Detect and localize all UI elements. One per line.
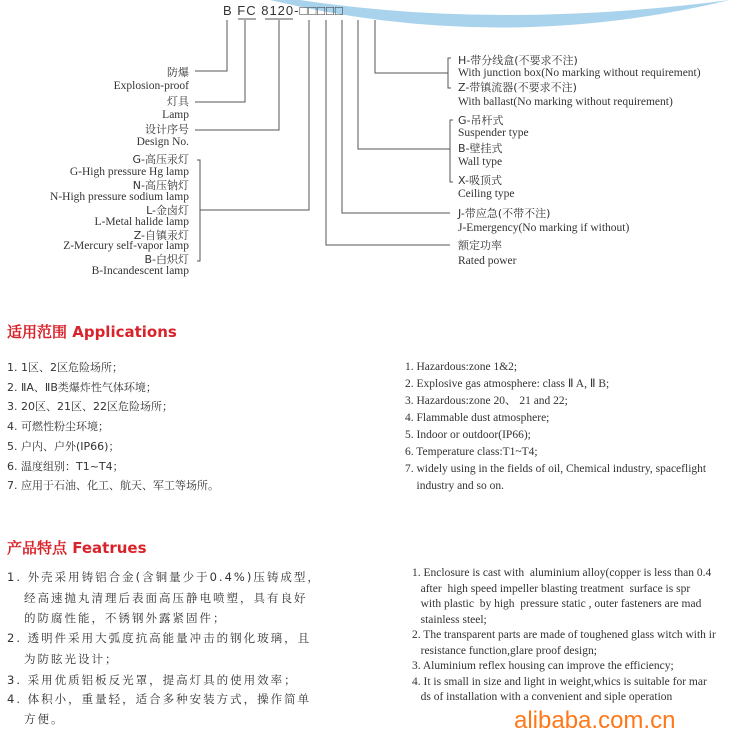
application-item-en: 4. Flammable dust atmosphere; [405, 412, 550, 424]
left-label-en: Design No. [136, 136, 189, 148]
feature-item-zh: 的防腐性能，不锈钢外露紧固件； [7, 611, 227, 625]
feature-item-en: 3. Aluminium reflex housing can improve the efficiency; [412, 660, 674, 672]
right-label-en: Wall type [458, 156, 503, 168]
feature-item-zh: 3. 采用优质铝板反光罩，提高灯具的使用效率； [7, 673, 298, 687]
applications-heading: 适用范围 Applications [7, 323, 177, 341]
application-item-zh: 4. 可燃性粉尘环境； [7, 420, 109, 434]
left-label-zh: L-金卤灯 [146, 204, 189, 217]
feature-item-zh: 1. 外壳采用铸铝合金(含铜量少于0.4%)压铸成型， [7, 570, 321, 584]
right-label-en: With ballast(No marking without requirement) [458, 96, 673, 108]
application-item-en: industry and so on. [405, 480, 505, 492]
application-item-zh: 2. ⅡA、ⅡB类爆炸性气体环境； [7, 380, 157, 394]
right-label-zh: H-带分线盒(不要求不注) [458, 54, 578, 67]
application-item-en: 6. Temperature class:T1~T4; [405, 446, 538, 458]
left-label-zh: N-高压钠灯 [132, 179, 189, 192]
left-label-en: Explosion-proof [113, 80, 189, 92]
application-item-en: 5. Indoor or outdoor(IP66); [405, 429, 531, 441]
application-item-zh: 3. 20区、21区、22区危险场所； [7, 400, 173, 414]
feature-item-en: ds of installation with a convenient and siple operation [412, 691, 673, 703]
left-label-en: N-High pressure sodium lamp [50, 191, 189, 203]
left-label-en: L-Metal halide lamp [94, 216, 189, 228]
right-label-zh: X-吸顶式 [458, 174, 502, 187]
application-item-en: 3. Hazardous:zone 20、 21 and 22; [405, 395, 568, 407]
feature-item-en: stainless steel; [412, 613, 487, 626]
feature-item-zh: 方便。 [7, 712, 65, 726]
features-heading: 产品特点 Featrues [7, 539, 147, 557]
left-label-zh: 防爆 [167, 66, 189, 79]
left-label-en: G-High pressure Hg lamp [69, 166, 189, 178]
right-label-zh: Z-带镇流器(不要求不注) [458, 81, 577, 94]
feature-item-zh: 经高速抛丸清理后表面高压静电喷塑，具有良好 [7, 591, 308, 605]
application-item-zh: 6. 温度组别：T1~T4； [7, 459, 124, 473]
feature-item-en: 2. The transparent parts are made of toughened glass witch with ir [412, 629, 716, 641]
right-label-en: J-Emergency(No marking if without) [458, 222, 630, 234]
left-label-en: Z-Mercury self-vapor lamp [63, 240, 189, 252]
application-item-zh: 7. 应用于石油、化工、航天、军工等场所。 [7, 479, 219, 493]
left-label-zh: B-白炽灯 [144, 253, 189, 266]
feature-item-zh: 为防眩光设计； [7, 652, 119, 666]
feature-item-en: with plastic by high pressure static , outer fasteners are mad [412, 598, 702, 610]
right-label-zh: 额定功率 [458, 239, 502, 252]
feature-item-en: 4. It is small in size and light in weight,whics is suitable for mar [412, 675, 707, 688]
feature-item-en: after high speed impeller blasting treatment surface is spr [412, 582, 691, 595]
watermark: alibaba.com.cn [514, 707, 676, 734]
right-label-en: With junction box(No marking without requirement) [458, 67, 701, 79]
feature-item-en: 1. Enclosure is cast with aluminium alloy(copper is less than 0.4 [412, 567, 712, 579]
feature-item-zh: 2. 透明件采用大弧度抗高能量冲击的钢化玻璃，且 [7, 631, 312, 645]
left-label-zh: 设计序号 [145, 123, 189, 136]
left-label-en: Lamp [162, 109, 189, 121]
right-label-zh: B-壁挂式 [458, 142, 503, 155]
application-item-zh: 1. 1区、2区危险场所； [7, 361, 123, 374]
left-label-zh: Z-自镇汞灯 [133, 229, 189, 242]
feature-item-en: resistance function,glare proof design; [412, 644, 597, 657]
left-label-zh: 灯具 [167, 95, 189, 108]
application-item-en: 1. Hazardous:zone 1&2; [405, 361, 518, 373]
application-item-en: 2. Explosive gas atmosphere: class Ⅱ A, Ⅱ B; [405, 378, 610, 390]
right-label-en: Suspender type [458, 127, 529, 139]
right-label-zh: J-带应急(不带不注) [458, 207, 551, 220]
feature-item-zh: 4. 体积小，重量轻，适合多种安装方式，操作简单 [7, 692, 312, 706]
right-label-zh: G-吊杆式 [458, 114, 504, 127]
left-label-en: B-Incandescent lamp [91, 265, 189, 277]
right-label-en: Ceiling type [458, 188, 515, 200]
left-label-zh: G-高压汞灯 [132, 153, 189, 166]
right-label-en: Rated power [458, 255, 517, 267]
application-item-zh: 5. 户内、户外(IP66)； [7, 439, 120, 453]
application-item-en: 7. widely using in the fields of oil, Chemical industry, spaceflight [405, 463, 707, 475]
model-code: B FC 8120-□□□□□ [223, 3, 344, 18]
